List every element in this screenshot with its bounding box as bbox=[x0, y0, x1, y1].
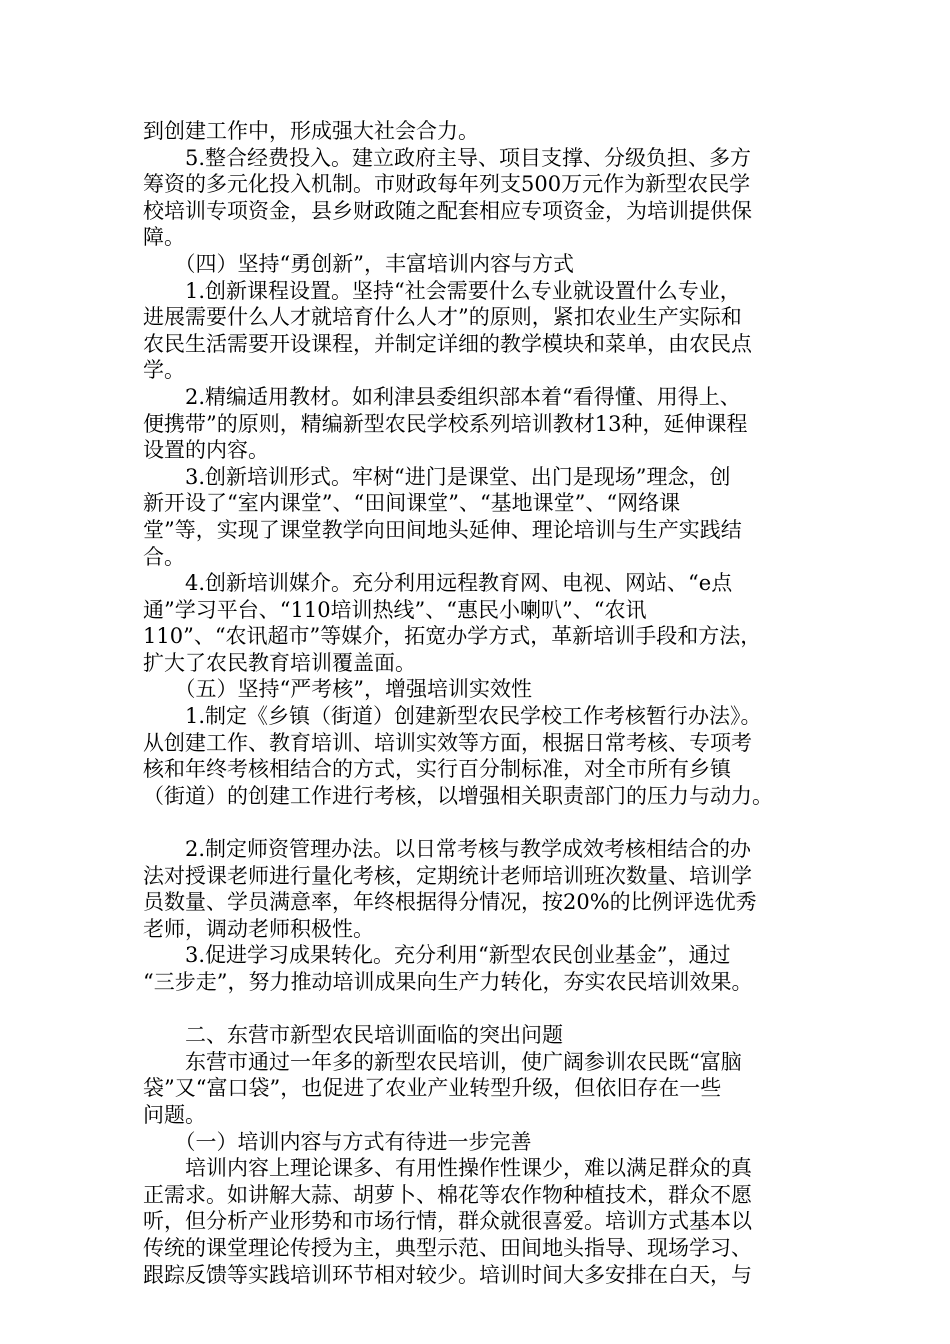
text-line: 东营市通过一年多的新型农民培训，使广阔参训农民既“富脑 bbox=[143, 1049, 742, 1074]
text-line: （街道）的创建工作进行考核，以增强相关职责部门的压力与动力。 bbox=[143, 783, 773, 808]
text-line: 到创建工作中，形成强大社会合力。 bbox=[143, 119, 479, 143]
text-line: 3.促进学习成果转化。充分利用“新型农民创业基金”，通过 bbox=[143, 943, 731, 968]
text-line: 学。 bbox=[143, 358, 185, 383]
text-line: 核和年终考核相结合的方式，实行百分制标准，对全市所有乡镇 bbox=[143, 757, 731, 782]
text-line: 校培训专项资金，县乡财政随之配套相应专项资金，为培训提供保 bbox=[143, 198, 752, 223]
text-line: 从创建工作、教育培训、培训实效等方面，根据日常考核、专项考 bbox=[143, 730, 752, 755]
blank-line bbox=[143, 809, 803, 836]
text-line: 培训内容上理论课多、有用性操作性课少，难以满足群众的真 bbox=[143, 1156, 752, 1181]
text-line: 进展需要什么人才就培育什么人才”的原则，紧扣农业生产实际和 bbox=[143, 305, 742, 330]
text-line: 农民生活需要开设课程，并制定详细的教学模块和菜单，由农民点 bbox=[143, 331, 752, 356]
text-line: 设置的内容。 bbox=[143, 438, 269, 463]
text-line: 法对授课老师进行量化考核，定期统计老师培训班次数量、培训学 bbox=[143, 863, 752, 888]
text-line: 便携带”的原则，精编新型农民学校系列培训教材13种，延伸课程 bbox=[143, 411, 748, 436]
text-line: 4.创新培训媒介。充分利用远程教育网、电视、网站、“e点 bbox=[143, 571, 733, 596]
text-line: 听，但分析产业形势和市场行情，群众就很喜爱。培训方式基本以 bbox=[143, 1209, 752, 1234]
text-line: 3.创新培训形式。牢树“进门是课堂、出门是现场”理念，创 bbox=[143, 464, 731, 489]
text-line: 新开设了“室内课堂”、“田间课堂”、“基地课堂”、“网络课 bbox=[143, 491, 681, 516]
text-line: 通”学习平台、“110培训热线”、“惠民小喇叭”、“农讯 bbox=[143, 597, 647, 622]
text-line: 1.创新课程设置。坚持“社会需要什么专业就设置什么专业， bbox=[143, 278, 741, 303]
text-line: 堂”等，实现了课堂教学向田间地头延伸、理论培训与生产实践结 bbox=[143, 517, 742, 542]
text-line: 扩大了农民教育培训覆盖面。 bbox=[143, 650, 416, 675]
text-line: 正需求。如讲解大蒜、胡萝卜、棉花等农作物种植技术，群众不愿 bbox=[143, 1182, 752, 1207]
text-line: 问题。 bbox=[143, 1102, 206, 1127]
text-line: “三步走”，努力推动培训成果向生产力转化，夯实农民培训效果。 bbox=[143, 970, 753, 994]
paragraph-block-2 bbox=[143, 836, 803, 996]
text-line: 袋”又“富口袋”，也促进了农业产业转型升级，但依旧存在一些 bbox=[143, 1076, 722, 1101]
text-line: 2.精编适用教材。如利津县委组织部本着“看得懂、用得上、 bbox=[143, 384, 741, 409]
section-heading: （一）培训内容与方式有待进一步完善 bbox=[143, 1129, 532, 1154]
text-line: 5.整合经费投入。建立政府主导、项目支撑、分级负担、多方 bbox=[143, 145, 752, 170]
text-line: 员数量、学员满意率，年终根据得分情况，按20%的比例评选优秀 bbox=[143, 890, 757, 915]
document-page bbox=[143, 118, 803, 1288]
section-heading: （四）坚持“勇创新”，丰富培训内容与方式 bbox=[143, 251, 574, 276]
text-line: 传统的课堂理论传授为主，典型示范、田间地头指导、现场学习、 bbox=[143, 1235, 752, 1260]
text-line: 合。 bbox=[143, 544, 185, 569]
chapter-heading: 二、东营市新型农民培训面临的突出问题 bbox=[143, 1023, 563, 1048]
blank-line bbox=[143, 996, 803, 1023]
text-line: 障。 bbox=[143, 225, 185, 250]
text-line: 110”、“农讯超市”等媒介，拓宽办学方式，革新培训手段和方法， bbox=[143, 624, 762, 649]
text-line: 老师，调动老师积极性。 bbox=[143, 916, 374, 941]
text-line: 2.制定师资管理办法。以日常考核与教学成效考核相结合的办 bbox=[143, 837, 752, 862]
text-line: 跟踪反馈等实践培训环节相对较少。培训时间大多安排在白天，与 bbox=[143, 1262, 752, 1287]
text-line: 筹资的多元化投入机制。市财政每年列支500万元作为新型农民学 bbox=[143, 172, 751, 197]
paragraph-block-1 bbox=[143, 118, 803, 809]
section-heading: （五）坚持“严考核”，增强培训实效性 bbox=[143, 677, 532, 702]
text-line: 1.制定《乡镇（街道）创建新型农民学校工作考核暂行办法》。 bbox=[143, 704, 762, 729]
paragraph-block-3 bbox=[143, 1022, 803, 1288]
